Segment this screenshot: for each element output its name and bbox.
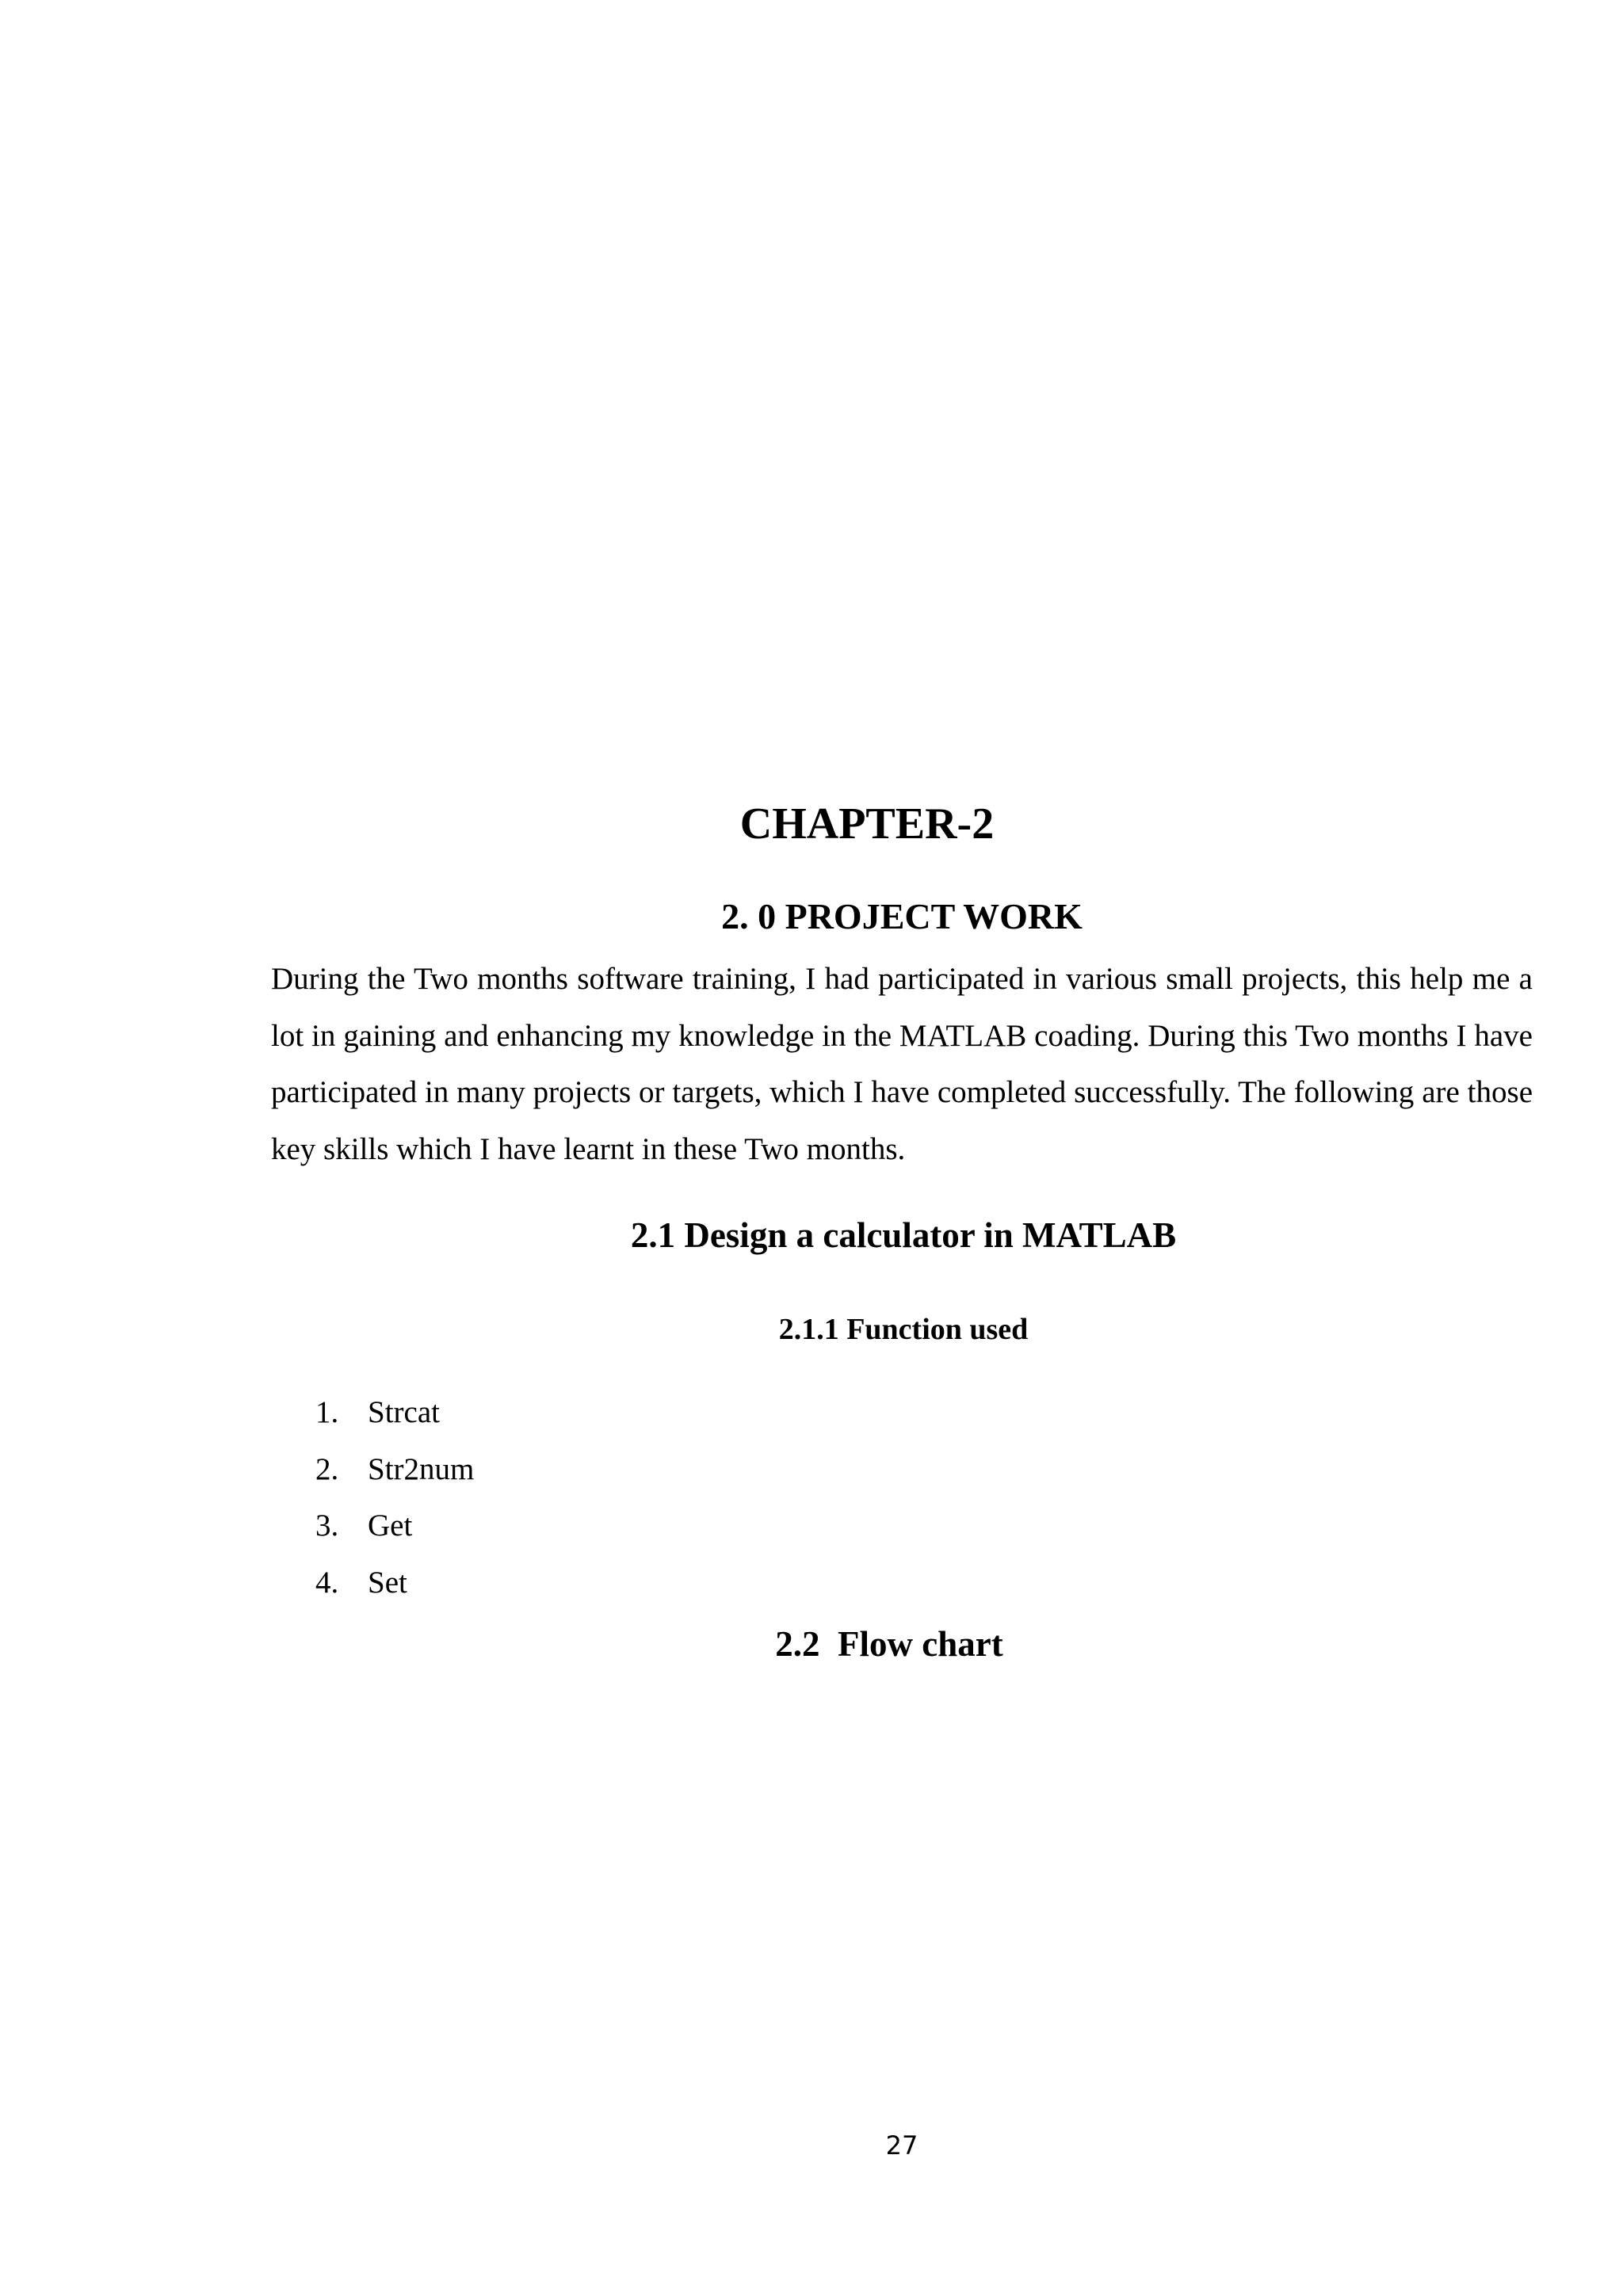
body-paragraph: During the Two months software training, I had participated in various small projects, this help me a lot in gaining and enhancing my knowledge in the MATLAB coading. During this Two months I have participated in many projects or targets, which I have completed successfully. The following are those key skills which I have learnt in these Two months. <box>271 962 1533 1166</box>
list-item-number: 1. <box>315 1395 339 1429</box>
subsection-title: 2.1 Design a calculator in MATLAB <box>630 1215 1177 1255</box>
section-title: 2. 0 PROJECT WORK <box>721 896 1083 936</box>
list-item-label: Set <box>368 1565 407 1600</box>
list-item-number: 3. <box>315 1508 339 1543</box>
list-item-number: 4. <box>315 1565 339 1600</box>
list-item-label: Str2num <box>368 1451 475 1486</box>
list-item-label: Strcat <box>368 1395 440 1429</box>
list-item <box>315 1384 474 1441</box>
flowchart-title: 2.2 Flow chart <box>775 1624 1003 1664</box>
list-item-label: Get <box>368 1508 413 1543</box>
subsubsection-title: 2.1.1 Function used <box>778 1313 1029 1346</box>
list-item-number: 2. <box>315 1451 339 1486</box>
page-number: 27 <box>885 2130 918 2161</box>
list-item <box>315 1497 474 1554</box>
list-item <box>315 1441 474 1498</box>
list-item <box>315 1554 474 1611</box>
chapter-title: CHAPTER-2 <box>739 799 995 849</box>
function-list <box>315 1384 474 1611</box>
